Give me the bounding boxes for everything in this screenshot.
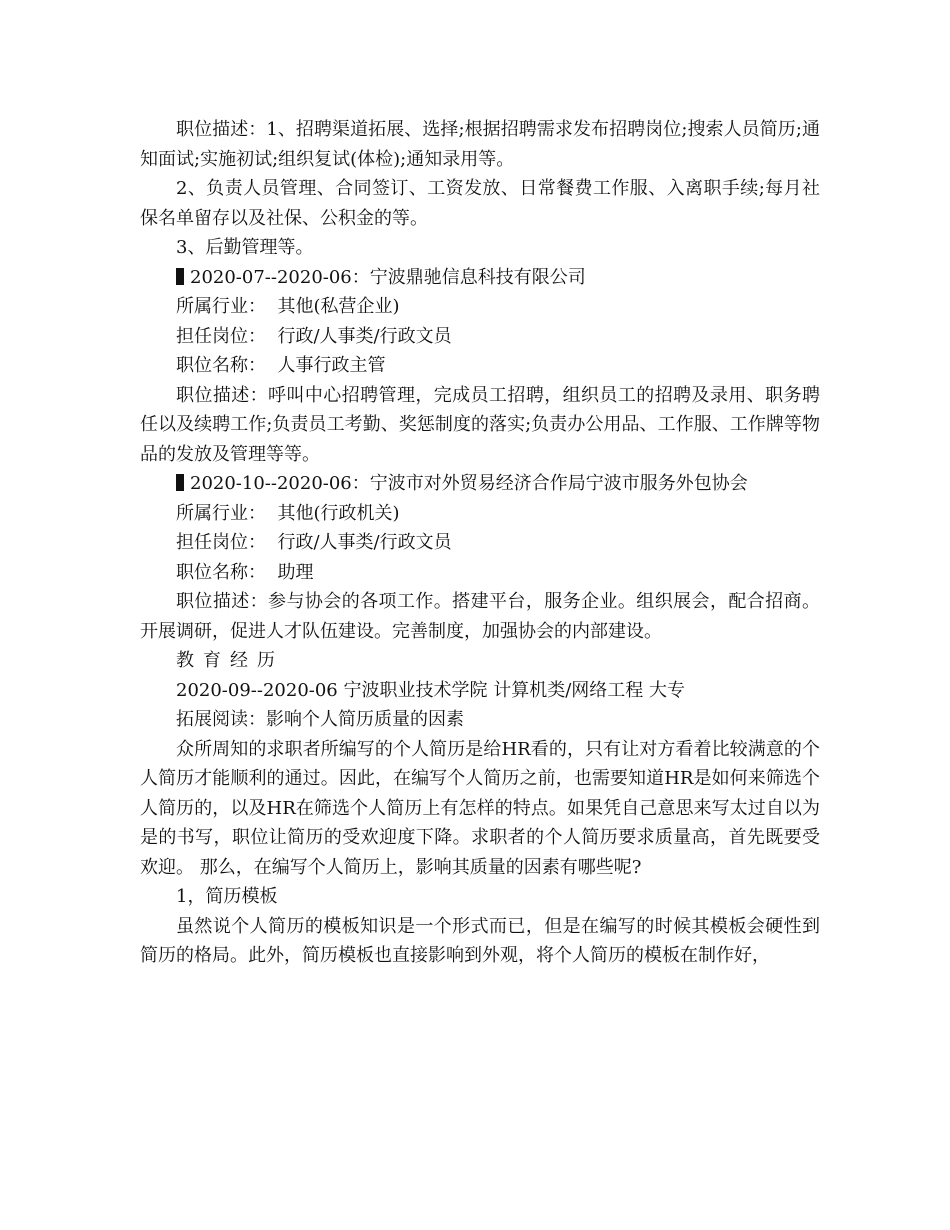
bullet-marker-icon: [176, 474, 184, 491]
paragraph-job-description-4: 职位描述：呼叫中心招聘管理，完成员工招聘，组织员工的招聘及录用、职务聘任以及续聘工作;负责员工考勤、奖惩制度的落实;负责办公用品、工作服、工作牌等物品的发放及管理等等。: [140, 384, 820, 465]
article-paragraph-1: 众所周知的求职者所编写的个人简历是给HR看的，只有让对方看着比较满意的个人简历才能顺利的通过。因此，在编写个人简历之前，也需要知道HR是如何来筛选个人简历的，以及HR在筛选个人简历上有怎样的特点。如果凭自己意思来写太过自以为是的书写，职位让简历的受欢迎度下降。求职者的个人简历要求质量高，首先既要受欢迎。 那么，在编写个人简历上，影响其质量的因素有哪些呢?: [140, 738, 820, 878]
job-title-2: 职位名称： 助理: [176, 561, 314, 583]
experience-header-2: [140, 469, 820, 499]
document-body: [140, 115, 820, 971]
paragraph-job-description-2: 2、负责人员管理、合同签订、工资发放、日常餐费工作服、入离职手续;每月社保名单留存以及社保、公积金的等。: [140, 178, 820, 229]
position-1: 担任岗位： 行政/人事类/行政文员: [176, 325, 452, 347]
experience-header-1: [140, 263, 820, 293]
education-heading: 教育经历: [176, 650, 284, 671]
bullet-marker-icon: [176, 268, 184, 285]
job-title-1: 职位名称： 人事行政主管: [176, 355, 386, 376]
industry-1: 所属行业： 其他(私营企业): [176, 296, 400, 317]
paragraph-job-description-1: 职位描述：1、招聘渠道拓展、选择;根据招聘需求发布招聘岗位;搜索人员简历;通知面试;实施初试;组织复试(体检);通知录用等。: [140, 119, 820, 170]
experience-header-1-text: 2020-07--2020-06：宁波鼎驰信息科技有限公司: [190, 266, 586, 288]
education-entry: 2020-09--2020-06 宁波职业技术学院 计算机类/网络工程 大专: [176, 679, 685, 701]
article-paragraph-2: 虽然说个人简历的模板知识是一个形式而已，但是在编写的时候其模板会硬性到简历的格局。此外，简历模板也直接影响到外观，将个人简历的模板在制作好，: [140, 915, 820, 966]
article-subheading-1: 1，简历模板: [176, 886, 278, 907]
extended-reading-title: 拓展阅读：影响个人简历质量的因素: [176, 709, 464, 730]
paragraph-job-description-3: 3、后勤管理等。: [176, 237, 314, 258]
experience-header-2-text: 2020-10--2020-06：宁波市对外贸易经济合作局宁波市服务外包协会: [190, 473, 748, 494]
paragraph-job-description-5: 职位描述：参与协会的各项工作。搭建平台，服务企业。组织展会，配合招商。开展调研，促进人才队伍建设。完善制度，加强协会的内部建设。: [140, 591, 820, 642]
industry-2: 所属行业： 其他(行政机关): [176, 502, 400, 524]
position-2: 担任岗位： 行政/人事类/行政文员: [176, 532, 452, 553]
